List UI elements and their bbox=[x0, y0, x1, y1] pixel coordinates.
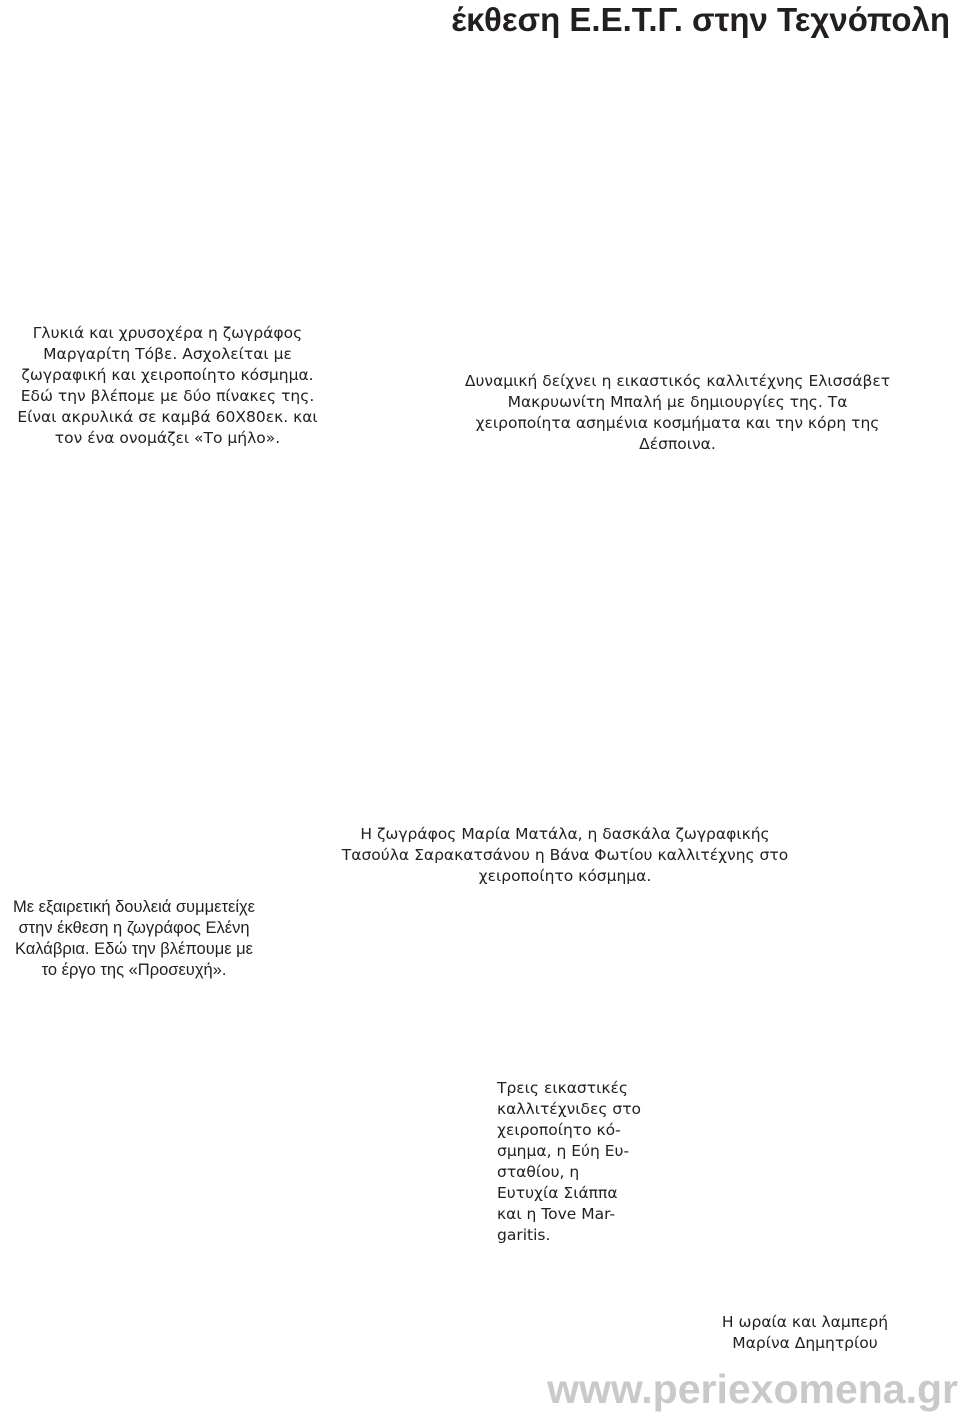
caption-line: Μαργαρίτη Τόβε. Ασχολείται με bbox=[43, 345, 292, 363]
caption-line: Καλάβρια. Εδώ την βλέπουμε με bbox=[14, 940, 254, 958]
caption-three-artists bbox=[497, 1078, 687, 1246]
caption-line: Η ζωγράφος Μαρία Ματάλα, η δασκάλα ζωγραφικής bbox=[360, 825, 770, 843]
caption-marina-dimitriou bbox=[700, 1312, 910, 1354]
caption-line: χειροποίητα ασημένια κοσμήματα και την κόρη της bbox=[475, 414, 880, 432]
caption-line: σμημα, η Εύη Ευ- bbox=[497, 1142, 630, 1160]
caption-line: σταθίου, η bbox=[497, 1163, 580, 1181]
caption-eleni-kalavria bbox=[0, 897, 268, 981]
page-headline: έκθεση Ε.Ε.Τ.Γ. στην Τεχνόπολη bbox=[451, 1, 950, 38]
caption-line: Μακρυωνίτη Μπαλή με δημιουργίες της. Τα bbox=[507, 393, 848, 411]
caption-line: Η ωραία και λαμπερή bbox=[721, 1313, 889, 1331]
caption-line: χειροποίητο κό- bbox=[497, 1121, 621, 1139]
caption-line: Τασούλα Σαρακατσάνου η Βάνα Φωτίου καλλιτέχνης στο bbox=[341, 846, 789, 864]
caption-line: καλλιτέχνιδες στο bbox=[497, 1100, 642, 1118]
watermark-url: www.periexomena.gr bbox=[547, 1366, 958, 1412]
caption-line: Τρεις εικαστικές bbox=[497, 1079, 628, 1097]
caption-line: Εδώ την βλέπομε με δύο πίνακες της. bbox=[20, 387, 315, 405]
caption-line: Με εξαιρετική δουλειά συμμετείχε bbox=[12, 898, 256, 916]
caption-line: Δέσποινα. bbox=[639, 435, 716, 453]
caption-line: garitis. bbox=[497, 1226, 551, 1244]
caption-line: το έργο της «Προσευχή». bbox=[41, 961, 227, 979]
caption-line: ζωγραφική και χειροποίητο κόσμημα. bbox=[21, 366, 314, 384]
caption-line: Ευτυχία Σιάππα bbox=[497, 1184, 618, 1202]
caption-line: Δυναμική δείχνει η εικαστικός καλλιτέχνης Ελισσάβετ bbox=[464, 372, 891, 390]
caption-line: Μαρίνα Δημητρίου bbox=[732, 1334, 878, 1352]
caption-line: Είναι ακρυλικά σε καμβά 60Χ80εκ. και bbox=[17, 408, 318, 426]
caption-maria-matala bbox=[305, 824, 825, 887]
caption-line: τον ένα ονομάζει «Το μήλο». bbox=[54, 429, 281, 447]
caption-line: Γλυκιά και χρυσοχέρα η ζωγράφος bbox=[32, 324, 303, 342]
caption-line: στην έκθεση η ζωγράφος Ελένη bbox=[18, 919, 250, 937]
caption-line: και η Tove Mar- bbox=[497, 1205, 616, 1223]
caption-margarity-tobe bbox=[10, 323, 325, 449]
caption-line: χειροποίητο κόσμημα. bbox=[478, 867, 652, 885]
caption-elissavet-bali bbox=[405, 371, 950, 455]
